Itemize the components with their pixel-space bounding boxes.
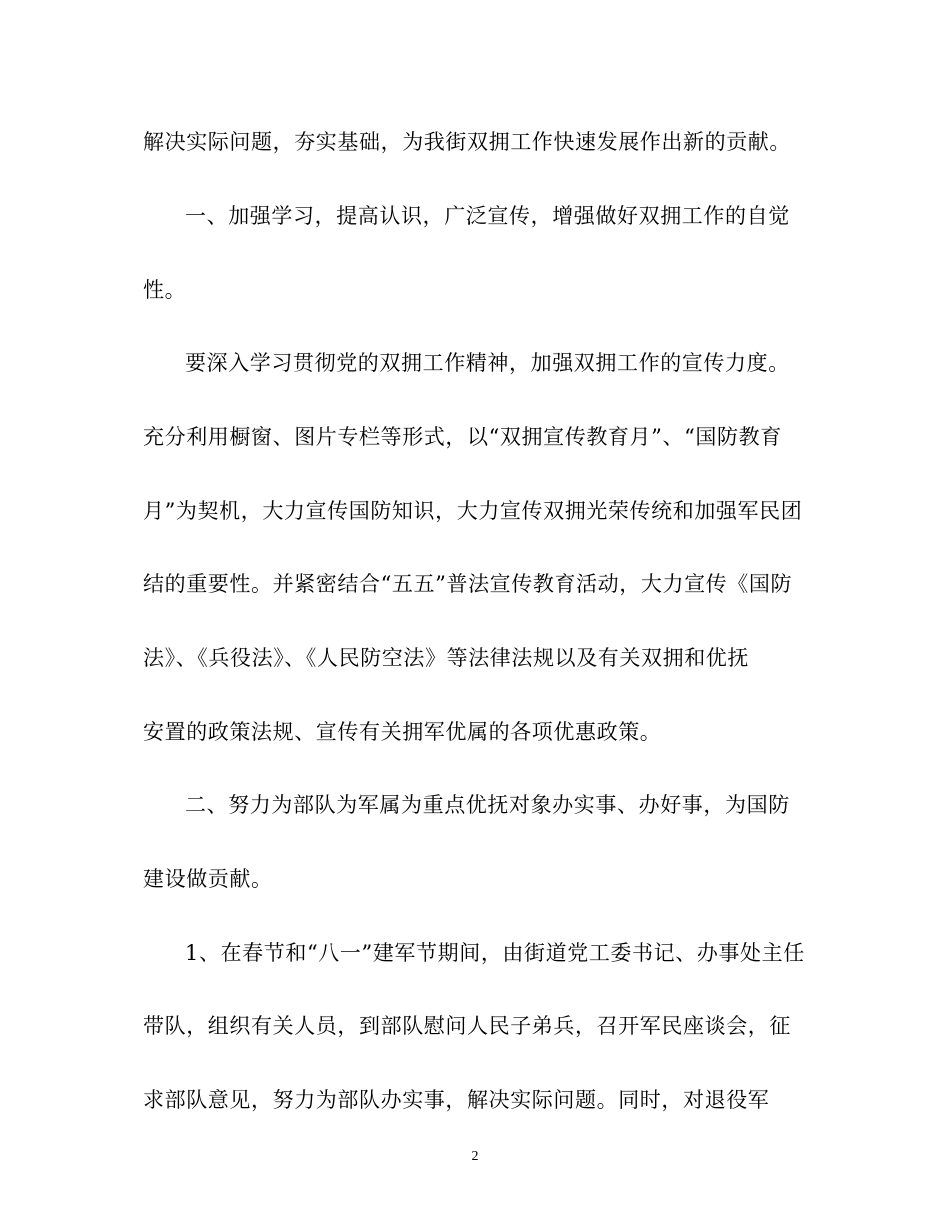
heading-2-line-1: 二、努力为部队为军属为重点优抚对象办实事、办好事，为国防 — [185, 793, 790, 817]
paragraph-2-line-3: 求部队意见，努力为部队办实事，解决实际问题。同时，对退役军 — [143, 1088, 770, 1112]
paragraph-2-line-1: 1、在春节和“八一”建军节期间，由街道党工委书记、办事处主任 — [185, 941, 805, 965]
heading-2-line-2: 建设做贡献。 — [143, 867, 273, 891]
heading-1-line-2: 性。 — [143, 278, 187, 302]
paragraph-1-line-4: 结的重要性。并紧密结合“五五”普法宣传教育活动，大力宣传《国防 — [143, 572, 793, 596]
page-number: 2 — [471, 1149, 479, 1164]
paragraph-1-line-5: 法》、《兵役法》、《人民防空法》等法律法规以及有关双拥和优抚 — [143, 646, 749, 670]
paragraph-1-line-2: 充分利用橱窗、图片专栏等形式，以“双拥宣传教育月”、“国防教育 — [143, 425, 782, 449]
paragraph-1-line-3: 月”为契机，大力宣传国防知识，大力宣传双拥光荣传统和加强军民团 — [143, 499, 803, 523]
paragraph-1-line-1: 要深入学习贯彻党的双拥工作精神，加强双拥工作的宣传力度。 — [185, 351, 790, 375]
paragraph-1-line-6: 安置的政策法规、宣传有关拥军优属的各项优惠政策。 — [143, 720, 662, 744]
paragraph-2-line-2: 带队，组织有关人员，到部队慰问人民子弟兵，召开军民座谈会，征 — [143, 1014, 791, 1038]
text-line-1: 解决实际问题，夯实基础，为我街双拥工作快速发展作出新的贡献。 — [143, 130, 791, 154]
heading-1-line-1: 一、加强学习，提高认识，广泛宣传，增强做好双拥工作的自觉 — [185, 204, 790, 228]
